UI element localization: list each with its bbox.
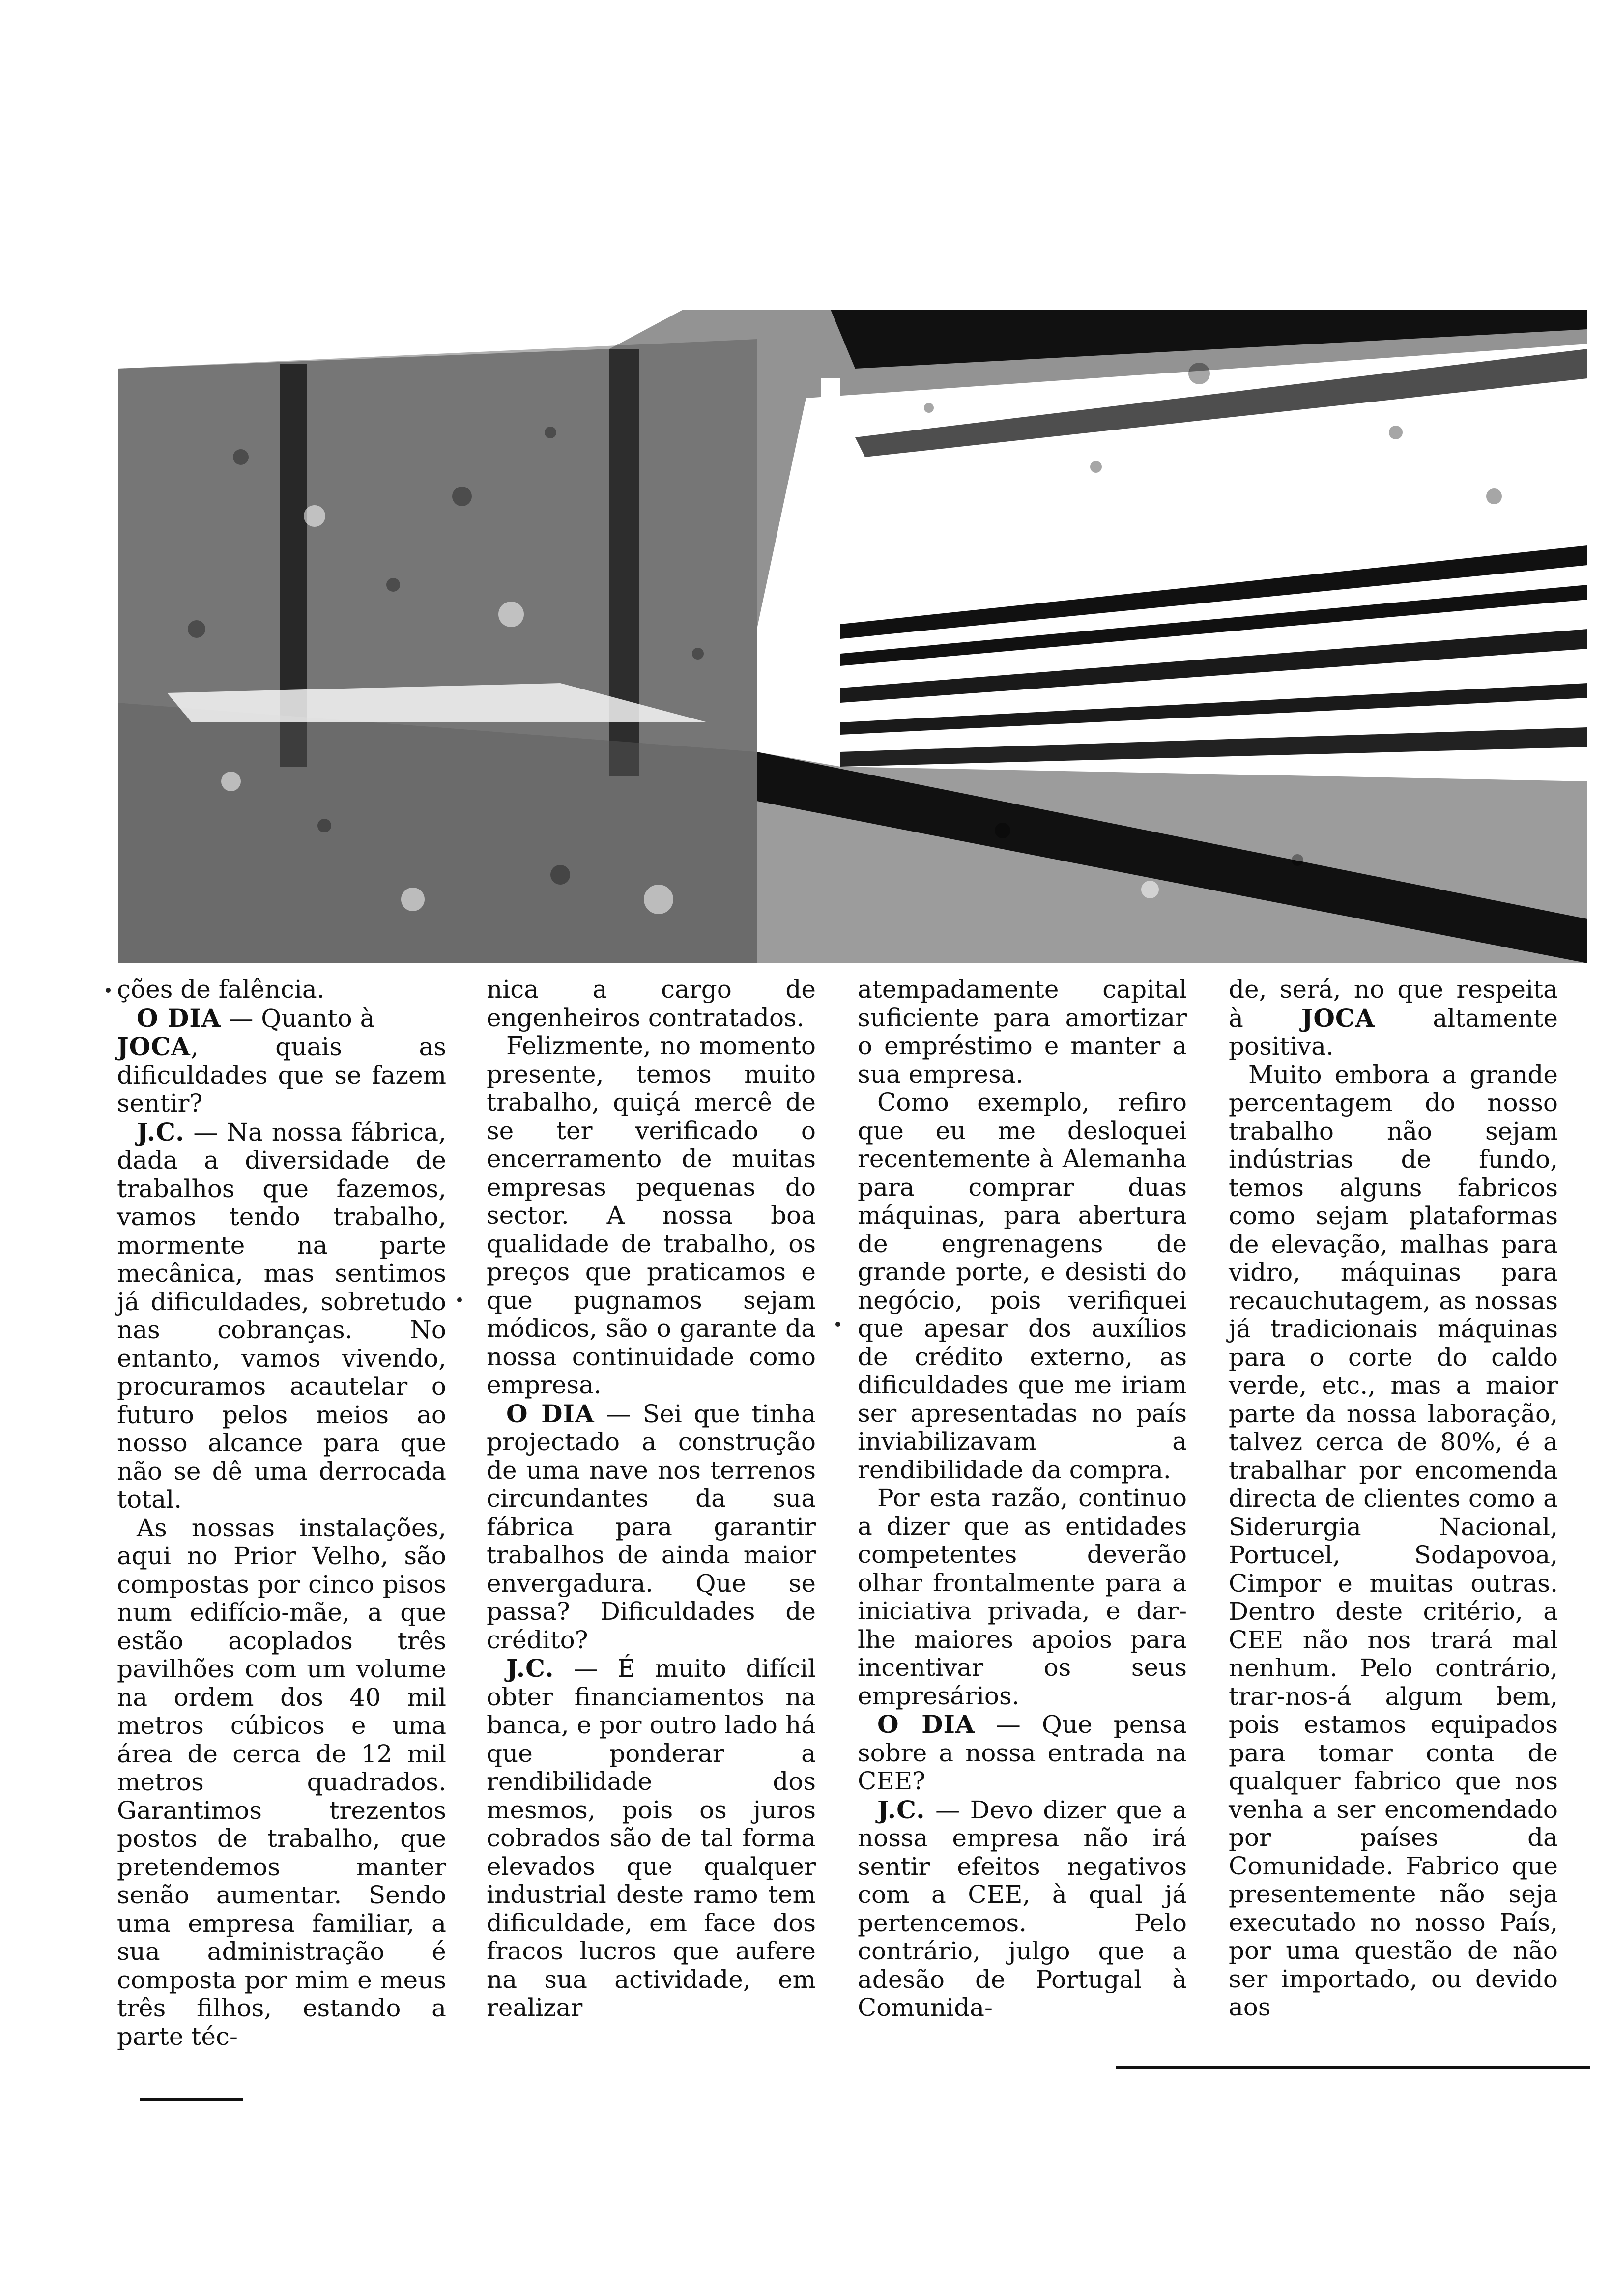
question-continuation (117, 1033, 446, 1118)
paragraph-text: altamente positiva. (1229, 1004, 1558, 1061)
column-end-rule (140, 2098, 243, 2101)
paragraph: Felizmente, no momento presente, temos muito trabalho, quiçá mercê de se ter verificado o encerramento de muitas empresas pequenas do sector. A nossa boa qualidade de trabalho, os preços que praticamos e que pugnamos sejam módicos, são o garante da nossa continuidade como empresa. (487, 1032, 816, 1399)
paragraph: ções de falência. (117, 975, 325, 1004)
company-name: JOCA (117, 1032, 191, 1061)
question-paragraph (487, 1400, 816, 1655)
paragraph: Como exemplo, refiro que eu me desloquei recentemente à Alemanha para comprar duas máquinas, para abertura de engrenagens de grande porte, e desisti do negócio, pois verifiquei que apesar dos auxílios de crédito externo, as dificuldades que me iriam ser apresentadas no país inviabilizavam a rendibilidade da compra. (858, 1088, 1187, 1484)
article-column-4 (1229, 976, 1558, 2022)
paragraph-text: de, será, no que respeita à (1229, 975, 1558, 1033)
article-column-2 (487, 976, 816, 2022)
speaker-label: J.C. (877, 1795, 925, 1824)
question-text: — Que pensa sobre a nossa entrada na CEE? (858, 1710, 1187, 1795)
paragraph: As nossas instalações, aqui no Prior Velho, são compostas por cinco pisos num edifício-mãe, a que estão acoplados três pavilhões com um volume na ordem dos 40 mil metros cúbicos e uma área de cerca de 12 mil metros quadrados. Garantimos trezentos postos de trabalho, que pretendemos manter senão aumentar. Sendo uma empresa familiar, a sua administração é composta por mim e meus três filhos, estando a parte téc- (117, 1513, 446, 2051)
factory-interior-photo-icon (118, 310, 1587, 963)
scan-speck (106, 988, 111, 993)
scan-speck (835, 1322, 840, 1327)
answer-text: — Na nossa fábrica, dada a diversidade de trabalhos que fazemos, vamos tendo trabalho, mormente na parte mecânica, mas sentimos já dificuldades, sobretudo nas cobranças. No entanto, vamos vivendo, procuramos acautelar o futuro pelos meios ao nosso alcance para que não se dê uma derrocada total. (117, 1118, 446, 1514)
answer-paragraph (117, 1118, 446, 1514)
answer-text: — Devo dizer que a nossa empresa não irá sentir efeitos negativos com a CEE, à qual já pertencemos. Pelo contrário, julgo que a adesão de Portugal à Comunida- (858, 1795, 1187, 2022)
column-end-rule (1116, 2066, 1590, 2069)
factory-interior-photo (118, 310, 1587, 963)
speaker-label: O DIA (877, 1710, 975, 1739)
speaker-label: O DIA (137, 1003, 221, 1033)
paragraph (1229, 976, 1558, 1061)
answer-paragraph (487, 1654, 816, 2022)
speaker-label: J.C. (137, 1117, 185, 1147)
answer-text: — É muito difícil obter financiamentos na banca, e por outro lado há que ponderar a rendibilidade dos mesmos, pois os juros cobrados são de tal forma elevados que qualquer industrial deste ramo tem dificuldade, em face dos fracos lucros que aufere na sua actividade, em realizar (487, 1654, 816, 2022)
company-name: JOCA (1301, 1003, 1375, 1033)
answer-paragraph (858, 1796, 1187, 2022)
article-column-1 (117, 976, 446, 2051)
speaker-label: O DIA (506, 1399, 595, 1428)
paragraph: Por esta razão, continuo a dizer que as entidades competentes deverão olhar frontalmente para a iniciativa privada, e dar-lhe maiores apoios para incentivar os seus empresários. (858, 1484, 1187, 1710)
paragraph: atempadamente capital suficiente para amortizar o empréstimo e manter a sua empresa. (858, 975, 1187, 1089)
question-paragraph (858, 1710, 1187, 1796)
paragraph: nica a cargo de engenheiros contratados. (487, 975, 816, 1032)
question-paragraph (117, 1004, 446, 1033)
paragraph: Muito embora a grande percentagem do nosso trabalho não sejam indústrias de fundo, temos alguns fabricos como sejam plataformas de elevação, malhas para vidro, máquinas para recauchutagem, as nossas já tradicionais máquinas para o corte do caldo verde, etc., mas a maior parte da nossa laboração, talvez cerca de 80%, é a trabalhar por encomenda directa de clientes como a Siderurgia Nacional, Portucel, Sodapovoa, Cimpor e muitas outras. Dentro deste critério, a CEE não nos trará mal nenhum. Pelo contrário, trar-nos-á algum bem, pois estamos equipados para tomar conta de qualquer fabrico que nos venha a ser encomendado por países da Comunidade. Fabrico que presentemente não seja executado no nosso País, por uma questão de não ser importado, ou devido aos (1229, 1060, 1558, 2021)
question-text: — Quanto à (221, 1004, 375, 1033)
question-text: — Sei que tinha projectado a construção de uma nave nos terrenos circundantes da sua fábrica para garantir trabalhos de ainda maior envergadura. Que se passa? Dificuldades de crédito? (487, 1399, 816, 1654)
speaker-label: J.C. (506, 1654, 554, 1683)
scan-speck (457, 1297, 462, 1302)
question-text: , quais as dificuldades que se fazem sentir? (117, 1033, 446, 1118)
article-column-3 (858, 976, 1187, 2022)
